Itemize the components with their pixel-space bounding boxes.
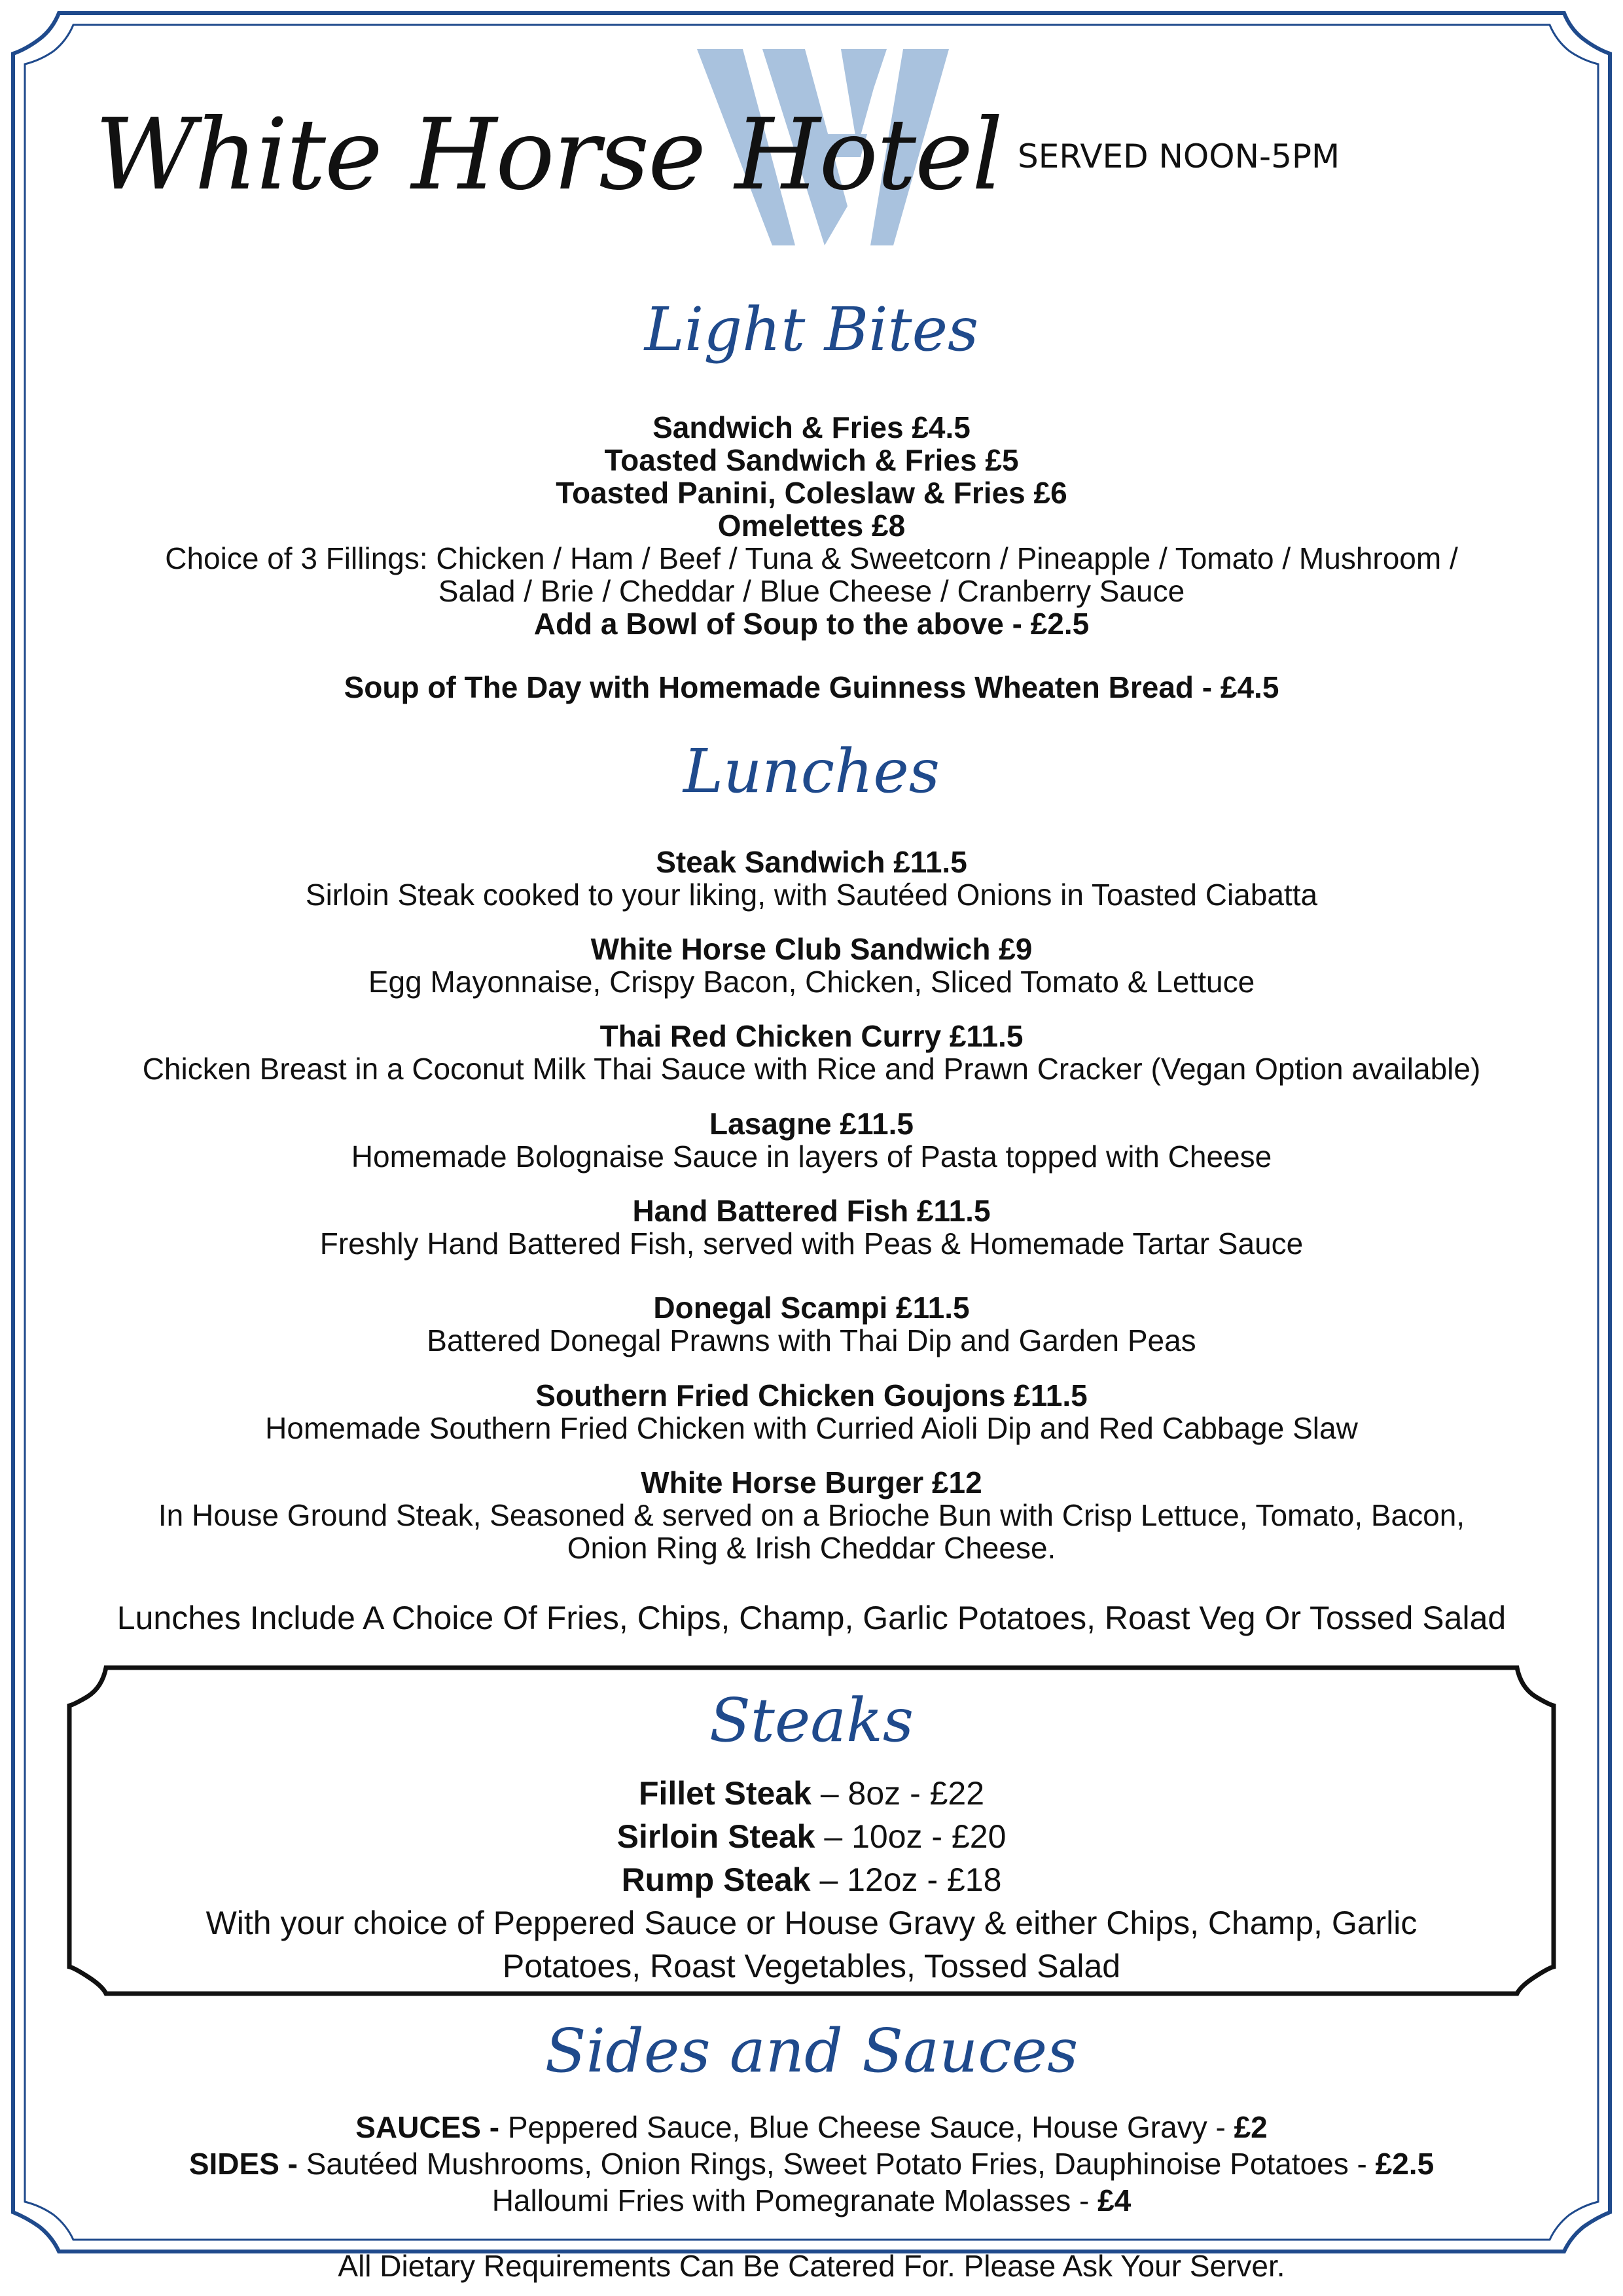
lunch-item-desc: Sirloin Steak cooked to your liking, with Sautéed Onions in Toasted Ciabatta	[305, 878, 1318, 912]
lunch-item-name: Donegal Scampi £11.5	[653, 1291, 970, 1325]
steak-item	[0, 1858, 1623, 1901]
lunches-includes-note: Lunches Include A Choice Of Fries, Chips, Champ, Garlic Potatoes, Roast Veg Or Tossed Salad	[116, 1600, 1507, 1636]
lunch-item-desc: Homemade Southern Fried Chicken with Curried Aioli Dip and Red Cabbage Slaw	[265, 1411, 1358, 1445]
lunch-item-desc: Homemade Bolognaise Sauce in layers of Pasta topped with Cheese	[351, 1139, 1272, 1174]
lunch-item-name: Southern Fried Chicken Goujons £11.5	[535, 1378, 1088, 1412]
sauces-line	[0, 2111, 1623, 2144]
lunch-item-name: Lasagne £11.5	[709, 1107, 914, 1141]
soup-of-the-day: Soup of The Day with Homemade Guinness Wheaten Bread - £4.5	[344, 670, 1279, 704]
hotel-name: White Horse Hotel	[95, 98, 1002, 212]
fillings-list-continued: Salad / Brie / Cheddar / Blue Cheese / Cranberry Sauce	[438, 574, 1185, 608]
lunch-item-name: Hand Battered Fish £11.5	[632, 1194, 991, 1228]
sides-label: SIDES -	[188, 2147, 298, 2181]
lunch-item-desc: Freshly Hand Battered Fish, served with Peas & Homemade Tartar Sauce	[319, 1227, 1304, 1261]
steaks-note: With your choice of Peppered Sauce or House Gravy & either Chips, Champ, Garlic	[205, 1905, 1418, 1941]
steak-name: Sirloin Steak	[616, 1818, 815, 1855]
light-bites-heading: Light Bites	[644, 295, 979, 365]
menu-item: Omelettes £8	[717, 509, 906, 543]
steaks-note-continued: Potatoes, Roast Vegetables, Tossed Salad	[502, 1948, 1121, 1984]
sides-price: £2.5	[1375, 2147, 1435, 2181]
menu-item: Toasted Sandwich & Fries £5	[604, 443, 1019, 477]
serving-hours: SERVED NOON-5PM	[1018, 137, 1340, 175]
sauces-list: Peppered Sauce, Blue Cheese Sauce, House Gravy -	[499, 2110, 1234, 2144]
soup-addon: Add a Bowl of Soup to the above - £2.5	[533, 607, 1090, 641]
halloumi-price: £4	[1097, 2183, 1132, 2217]
lunch-item-name: White Horse Club Sandwich £9	[590, 932, 1033, 966]
halloumi-item: Halloumi Fries with Pomegranate Molasses -	[491, 2183, 1098, 2217]
halloumi-line	[0, 2184, 1623, 2217]
lunches-heading: Lunches	[683, 736, 940, 806]
lunch-item-name: White Horse Burger £12	[641, 1465, 982, 1499]
steak-detail: – 12oz - £18	[810, 1861, 1002, 1898]
fillings-list: Choice of 3 Fillings: Chicken / Ham / Beef / Tuna & Sweetcorn / Pineapple / Tomato / Mushroom /	[165, 541, 1458, 575]
steak-item	[0, 1815, 1623, 1858]
lunch-item-desc: Egg Mayonnaise, Crispy Bacon, Chicken, Sliced Tomato & Lettuce	[368, 965, 1255, 999]
steak-name: Fillet Steak	[638, 1775, 812, 1812]
sauces-price: £2	[1234, 2110, 1268, 2144]
sides-line	[0, 2147, 1623, 2180]
dietary-footer: All Dietary Requirements Can Be Catered For. Please Ask Your Server.	[338, 2249, 1285, 2283]
lunch-item-name: Thai Red Chicken Curry £11.5	[599, 1019, 1024, 1053]
lunch-item-desc-continued: Onion Ring & Irish Cheddar Cheese.	[567, 1531, 1056, 1565]
steaks-heading: Steaks	[709, 1685, 914, 1755]
steak-detail: – 10oz - £20	[815, 1818, 1007, 1855]
steak-name: Rump Steak	[621, 1861, 811, 1898]
sides-list: Sautéed Mushrooms, Onion Rings, Sweet Potato Fries, Dauphinoise Potatoes -	[297, 2147, 1376, 2181]
sides-sauces-heading: Sides and Sauces	[544, 2016, 1079, 2086]
lunch-item-name: Steak Sandwich £11.5	[656, 845, 967, 879]
lunch-item-desc: Chicken Breast in a Coconut Milk Thai Sauce with Rice and Prawn Cracker (Vegan Option available)	[142, 1052, 1481, 1086]
sauces-label: SAUCES -	[355, 2110, 500, 2144]
menu-item: Toasted Panini, Coleslaw & Fries £6	[556, 476, 1067, 510]
lunch-item-desc: In House Ground Steak, Seasoned & served on a Brioche Bun with Crisp Lettuce, Tomato, Bacon,	[158, 1498, 1465, 1532]
steak-detail: – 8oz - £22	[811, 1775, 985, 1812]
menu-item: Sandwich & Fries £4.5	[652, 410, 971, 444]
lunch-item-desc: Battered Donegal Prawns with Thai Dip and Garden Peas	[427, 1323, 1196, 1357]
steak-item	[0, 1772, 1623, 1815]
